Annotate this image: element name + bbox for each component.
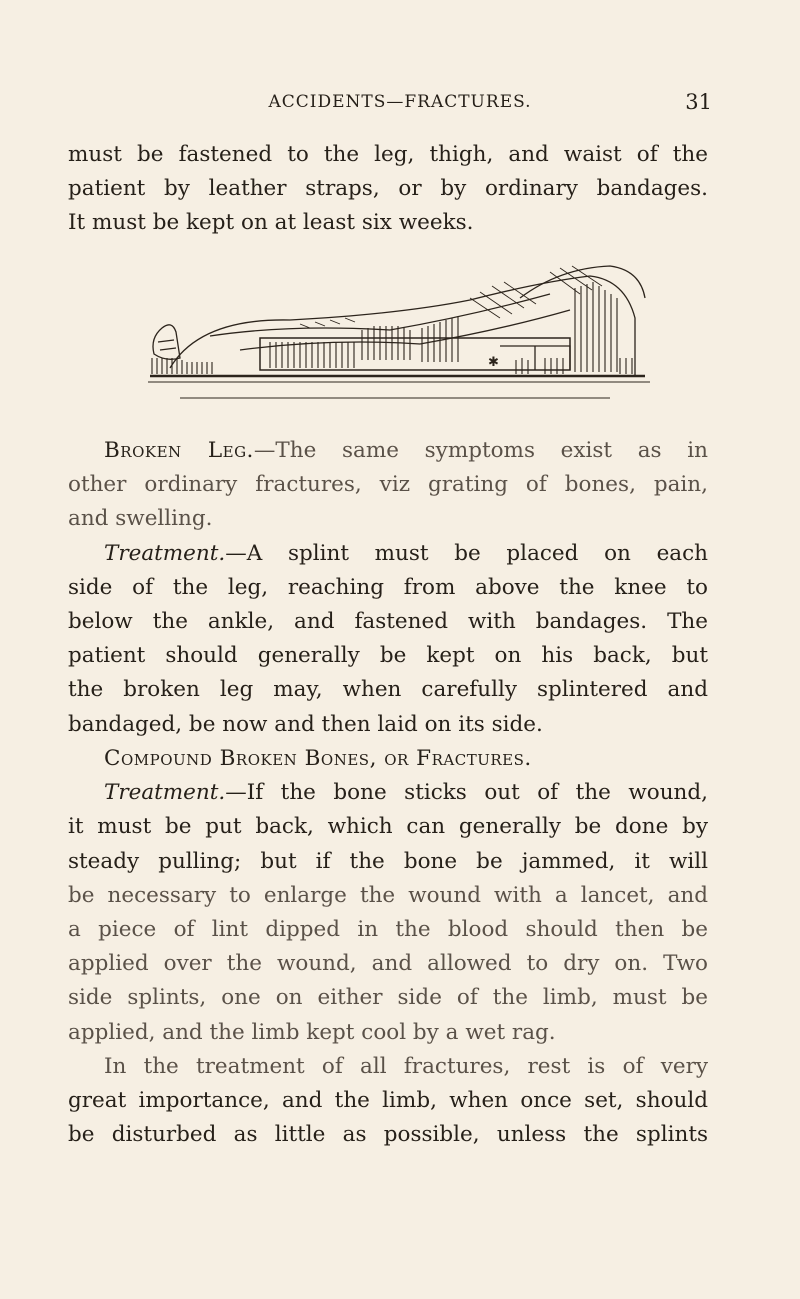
text-line: side of the leg, reaching from above the knee to	[68, 574, 708, 600]
text-line: other ordinary fractures, viz grating of bones, pain,	[68, 472, 708, 498]
running-head-title: ACCIDENTS—FRACTURES.	[268, 92, 532, 112]
compound-heading: Compound Broken Bones, or Fractures.	[104, 746, 532, 771]
text-line: great importance, and the limb, when once set, should	[68, 1088, 708, 1114]
section-closing	[68, 1050, 708, 1153]
treatment-line	[68, 537, 708, 571]
broken-leg-heading: Broken Leg.	[104, 438, 254, 463]
text-line: a piece of lint dipped in the blood should then be	[68, 916, 708, 942]
text-line: In the treatment of all fractures, rest is of very	[104, 1054, 708, 1079]
text-line: must be fastened to the leg, thigh, and waist of the	[68, 142, 708, 167]
text-line: be necessary to enlarge the wound with a lancet, and	[68, 882, 708, 908]
splinted-leg-illustration	[140, 258, 660, 403]
text-line: applied, and the limb kept cool by a wet rag.	[68, 1019, 556, 1045]
compound-treatment-line	[68, 776, 708, 810]
broken-leg-heading-line	[68, 434, 708, 468]
text-line: patient by leather straps, or by ordinary bandages.	[68, 176, 708, 202]
section-broken-leg	[68, 434, 708, 742]
text-line: patient should generally be kept on his back, but	[68, 643, 708, 669]
treatment-intro: —A splint must be placed on each	[225, 540, 708, 566]
text-line: it must be put back, which can generally be done by	[68, 814, 708, 840]
text-line: be disturbed as little as possible, unless the splints	[68, 1122, 708, 1148]
text-line: steady pulling; but if the bone be jammed, it will	[68, 848, 708, 874]
text-line: below the ankle, and fastened with bandages. The	[68, 608, 708, 634]
running-head	[0, 92, 800, 112]
paragraph-top	[68, 138, 708, 241]
treatment-label: Treatment.	[104, 540, 226, 566]
svg-text:✱: ✱	[488, 355, 499, 370]
text-line: and swelling.	[68, 506, 213, 532]
treatment-label: Treatment.	[104, 780, 226, 806]
page-number: 31	[685, 90, 712, 114]
text-line: the broken leg may, when carefully splintered and	[68, 677, 708, 703]
text-line: side splints, one on either side of the limb, must be	[68, 985, 708, 1011]
broken-leg-intro: —The same symptoms exist as in	[253, 438, 708, 463]
text-line: applied over the wound, and allowed to dry on. Two	[68, 951, 708, 977]
text-line: It must be kept on at least six weeks.	[68, 210, 474, 236]
compound-treatment-intro: —If the bone sticks out of the wound,	[225, 780, 708, 806]
text-line: bandaged, be now and then laid on its side.	[68, 711, 543, 737]
section-compound	[68, 742, 708, 1050]
